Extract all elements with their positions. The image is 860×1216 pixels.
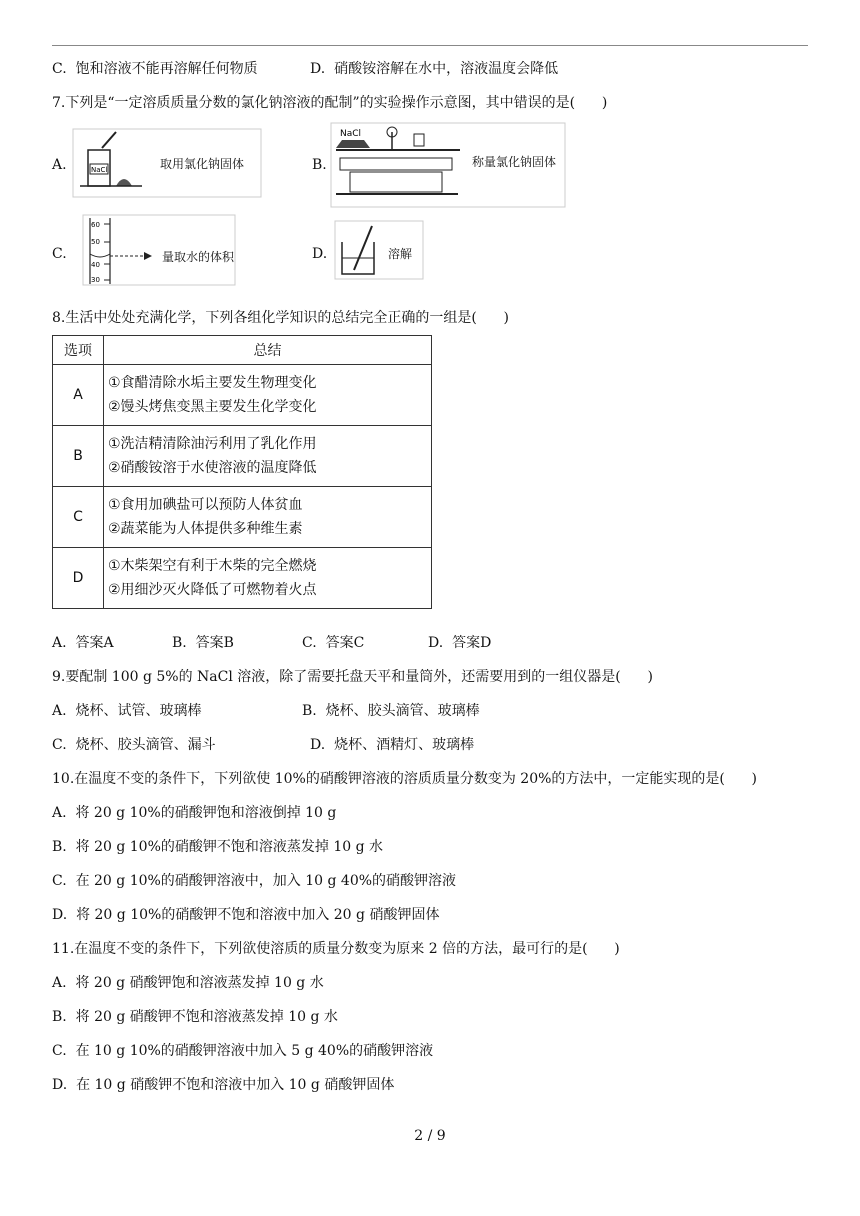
q8-option-d: D. 答案D [428,635,492,651]
q7-tick-50: 50 [91,238,100,246]
q7-caption-b: 称量氯化钠固体 [472,155,557,169]
q7-caption-d: 溶解 [388,247,413,261]
table-header-option: 选项 [53,336,104,365]
table-row [53,487,432,548]
q6-option-d: D. 硝酸铵溶解在水中，溶液温度会降低 [310,61,559,77]
q9-option-c: C. 烧杯、胶头滴管、漏斗 [52,737,216,753]
q7-label-a: A. [52,157,67,173]
q10-option-c: C. 在 20 g 10%的硝酸钾溶液中，加入 10 g 40%的硝酸钾溶液 [52,873,457,889]
summary-line: ①食醋清除水垢主要发生物理变化 [108,375,317,391]
q7-label-b: B. [312,157,327,173]
header-rule [52,45,808,46]
q7-balance-label: NaCl [340,129,362,139]
q6-option-c: C. 饱和溶液不能再溶解任何物质 [52,61,258,77]
q9-option-a: A. 烧杯、试管、玻璃棒 [52,703,202,719]
summary-line: ①木柴架空有利于木柴的完全燃烧 [108,558,317,574]
summary-line: ①洗洁精清除油污利用了乳化作用 [108,436,317,452]
table-row-body [104,487,432,548]
table-row [53,365,432,426]
q11-option-d: D. 在 10 g 硝酸钾不饱和溶液中加入 10 g 硝酸钾固体 [52,1077,395,1093]
q7-figure-d [334,220,424,280]
q7-figure-b [330,122,566,208]
q10-option-a: A. 将 20 g 10%的硝酸钾饱和溶液倒掉 10 g [52,805,337,821]
q7-label-d: D. [312,246,328,262]
table-row-key: D [53,548,104,609]
q7-stem: 7.下列是“一定溶质质量分数的氯化钠溶液的配制”的实验操作示意图，其中错误的是( ) [52,95,608,111]
q11-option-b: B. 将 20 g 硝酸钾不饱和溶液蒸发掉 10 g 水 [52,1009,338,1025]
q8-summary-table [52,335,432,609]
q7-tick-40: 40 [91,261,100,269]
q9-stem: 9.要配制 100 g 5%的 NaCl 溶液，除了需要托盘天平和量筒外，还需要用到的一组仪器是( ) [52,669,653,685]
table-row-body [104,426,432,487]
table-header-row [53,336,432,365]
q9-option-b: B. 烧杯、胶头滴管、玻璃棒 [302,703,480,719]
table-row-body [104,548,432,609]
q8-option-b: B. 答案B [172,635,234,651]
q7-caption-c: 量取水的体积 [162,250,235,264]
table-row-key: A [53,365,104,426]
table-row [53,548,432,609]
summary-line: ②蔬菜能为人体提供多种维生素 [108,521,303,537]
q7-figure-a [72,128,262,198]
q8-stem: 8.生活中处处充满化学，下列各组化学知识的总结完全正确的一组是( ) [52,310,509,326]
q8-option-a: A. 答案A [52,635,114,651]
table-header-summary: 总结 [104,336,432,365]
q9-option-d: D. 烧杯、酒精灯、玻璃棒 [310,737,475,753]
q7-label-c: C. [52,246,67,262]
q8-option-c: C. 答案C [302,635,365,651]
q10-option-d: D. 将 20 g 10%的硝酸钾不饱和溶液中加入 20 g 硝酸钾固体 [52,907,440,923]
q11-option-c: C. 在 10 g 10%的硝酸钾溶液中加入 5 g 40%的硝酸钾溶液 [52,1043,434,1059]
table-row-body [104,365,432,426]
summary-line: ①食用加碘盐可以预防人体贫血 [108,497,303,513]
summary-line: ②硝酸铵溶于水使溶液的温度降低 [108,460,317,476]
summary-line: ②用细沙灭火降低了可燃物着火点 [108,582,317,598]
q10-stem: 10.在温度不变的条件下，下列欲使 10%的硝酸钾溶液的溶质质量分数变为 20%的方法中，一定能实现的是( ) [52,771,758,787]
table-row-key: B [53,426,104,487]
q7-figure-c [82,214,236,286]
summary-line: ②馒头烤焦变黑主要发生化学变化 [108,399,317,415]
q7-tick-60: 60 [91,221,100,229]
table-row-key: C [53,487,104,548]
q10-option-b: B. 将 20 g 10%的硝酸钾不饱和溶液蒸发掉 10 g 水 [52,839,384,855]
table-row [53,426,432,487]
q11-option-a: A. 将 20 g 硝酸钾饱和溶液蒸发掉 10 g 水 [52,975,324,991]
q7-bottle-label: NaCl [91,166,108,174]
q7-caption-a: 取用氯化钠固体 [160,157,245,171]
page-number: 2 / 9 [414,1128,446,1144]
q11-stem: 11.在温度不变的条件下，下列欲使溶质的质量分数变为原来 2 倍的方法，最可行的是( ) [52,941,620,957]
q7-tick-30: 30 [91,276,100,284]
